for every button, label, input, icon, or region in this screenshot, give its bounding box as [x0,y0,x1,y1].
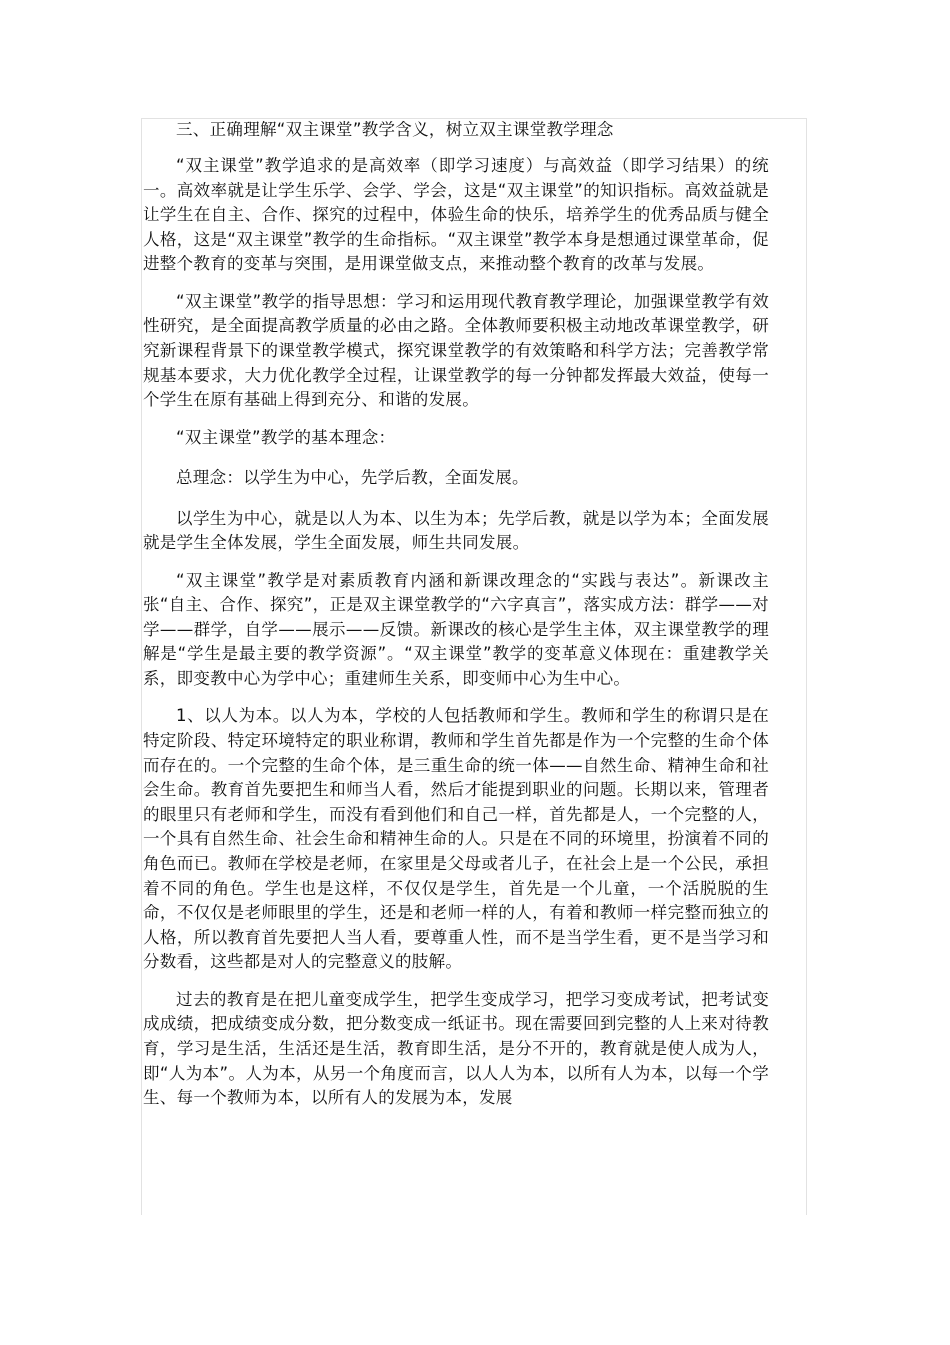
paragraph-efficiency: “双主课堂”教学追求的是高效率（即学习速度）与高效益（即学习结果）的统一。高效率就是让学生乐学、会学、学会，这是“双主课堂”的知识指标。高效益就是让学生在自主、合作、探究的过程中，体验生命的快乐，培养学生的优秀品质与健全人格，这是“双主课堂”教学的生命指标。“双主课堂”教学本身是想通过课堂革命，促进整个教育的变革与突围，是用课堂做支点，来推动整个教育的改革与发展。 [143,156,769,274]
paragraph-student-centered: 以学生为中心，就是以人为本、以生为本；先学后教，就是以学为本；全面发展就是学生全体发展，学生全面发展，师生共同发展。 [143,508,769,553]
paragraph-practice-expression: “双主课堂”教学是对素质教育内涵和新课改理念的“实践与表达”。新课改主张“自主、合作、探究”，正是双主课堂教学的“六字真言”，落实成方法：群学——对学——群学，自学——展示——反馈。新课改的核心是学生主体，双主课堂教学的理解是“学生是最主要的教学资源”。“双主课堂”教学的变革意义体现在：重建教学关系，即变教中心为学中心；重建师生关系，即变师中心为生中心。 [143,570,769,689]
paragraph-basic-concept: “双主课堂”教学的基本理念： [176,427,396,447]
paragraph-guiding-idea: “双主课堂”教学的指导思想：学习和运用现代教育教学理论，加强课堂教学有效性研究，是全面提高教学质量的必由之路。全体教师要积极主动地改革课堂教学，研究新课程背景下的课堂教学模式，探究课堂教学的有效策略和科学方法；完善教学常规基本要求，大力优化教学全过程，让课堂教学的每一分钟都发挥最大效益，使每一个学生在原有基础上得到充分、和谐的发展。 [143,291,769,410]
paragraph-people-oriented: 1、以人为本。以人为本，学校的人包括教师和学生。教师和学生的称谓只是在特定阶段、特定环境特定的职业称谓，教师和学生首先都是作为一个完整的生命个体而存在的。一个完整的生命个体，是三重生命的统一体——自然生命、精神生命和社会生命。教育首先要把生和师当人看，然后才能提到职业的问题。长期以来，管理者的眼里只有老师和学生，而没有看到他们和自己一样，首先都是人，一个完整的人，一个具有自然生命、社会生命和精神生命的人。只是在不同的环境里，扮演着不同的角色而已。教师在学校是老师，在家里是父母或者儿子，在社会上是一个公民，承担着不同的角色。学生也是这样，不仅仅是学生，首先是一个儿童，一个活脱脱的生命，不仅仅是老师眼里的学生，还是和老师一样的人，有着和教师一样完整而独立的人格，所以教育首先要把人当人看，要尊重人性，而不是当学生看，更不是当学习和分数看，这些都是对人的完整意义的肢解。 [143,706,769,972]
paragraph-general-concept: 总理念：以学生为中心，先学后教，全面发展。 [176,468,529,488]
document-body [143,118,769,1124]
paragraph-past-education: 过去的教育是在把儿童变成学生，把学生变成学习，把学习变成考试，把考试变成成绩，把成绩变成分数，把分数变成一纸证书。现在需要回到完整的人上来对待教育，学习是生活，生活还是生活，教育即生活，是分不开的，教育就是使人成为人，即“人为本”。人为本，从另一个角度而言，以人人为本，以所有人为本，以每一个学生、每一个教师为本，以所有人的发展为本，发展 [143,989,769,1108]
section-heading: 三、正确理解“双主课堂”教学含义，树立双主课堂教学理念 [176,120,614,139]
